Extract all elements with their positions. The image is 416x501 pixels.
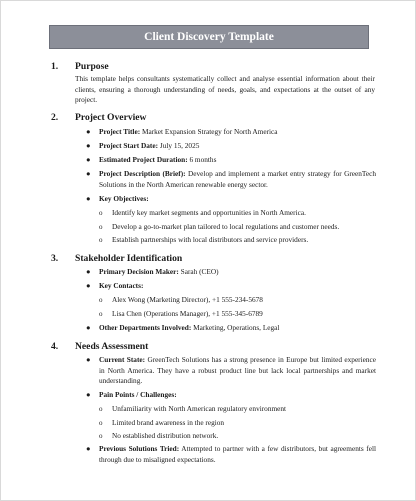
list-item: ● Previous Solutions Tried: Attempted to partner with a few distributors, but agreements fell through due to misaligned expectations. (86, 444, 377, 464)
list-item: ● Key Objectives: (86, 194, 149, 203)
list-item: ● Project Title: Market Expansion Strategy for North America (86, 127, 278, 136)
list-item: ● Estimated Project Duration: 6 months (86, 155, 217, 164)
bullet-icon: ● (86, 169, 91, 178)
sub-list-item: o Alex Wong (Marketing Director), +1 555-234-5678 (99, 295, 263, 304)
bullet-icon: ● (86, 390, 91, 399)
list-item: ● Pain Points / Challenges: (86, 390, 177, 399)
list-item: ● Primary Decision Maker: Sarah (CEO) (86, 267, 219, 276)
sub-list-item: o No established distribution network. (99, 431, 219, 440)
sub-list-item: o Identify key market segments and opportunities in North America. (99, 208, 306, 217)
sub-list-item: o Unfamiliarity with North American regulatory environment (99, 404, 287, 413)
section-heading-project-overview: 2. Project Overview (51, 112, 147, 123)
list-item: ● Other Departments Involved: Marketing, Operations, Legal (86, 323, 280, 332)
section-heading-stakeholder-identification: 3. Stakeholder Identification (51, 253, 183, 264)
circle-bullet-icon: o (99, 223, 103, 231)
sub-list-item: o Lisa Chen (Operations Manager), +1 555-345-6789 (99, 309, 263, 318)
sub-list-item: o Limited brand awareness in the region (99, 418, 225, 427)
circle-bullet-icon: o (99, 405, 103, 413)
circle-bullet-icon: o (99, 419, 103, 427)
section-heading-needs-assessment: 4. Needs Assessment (51, 341, 149, 352)
circle-bullet-icon: o (99, 432, 103, 440)
sub-list-item: o Establish partnerships with local distributors and service providers. (99, 235, 309, 244)
list-item: ● Key Contacts: (86, 281, 144, 290)
circle-bullet-icon: o (99, 236, 103, 244)
bullet-icon: ● (86, 355, 91, 364)
circle-bullet-icon: o (99, 296, 103, 304)
bullet-icon: ● (86, 444, 91, 453)
bullet-icon: ● (86, 267, 91, 276)
bullet-icon: ● (86, 155, 91, 164)
bullet-icon: ● (86, 323, 91, 332)
bullet-icon: ● (86, 281, 91, 290)
sub-list-item: o Develop a go-to-market plan tailored to local regulations and customer needs. (99, 222, 340, 231)
bullet-icon: ● (86, 141, 91, 150)
bullet-icon: ● (86, 127, 91, 136)
document-title: Client Discovery Template (49, 25, 369, 49)
purpose-paragraph: This template helps consultants systematically collect and analyse essential information about their clients, ensuring a thorough understanding of needs, goals, and expectations at the outset of any project. (75, 74, 375, 104)
list-item: ● Project Description (Brief): Develop and implement a market entry strategy for GreenTech Solutions in the North American renewable energy sector. (86, 169, 376, 189)
bullet-icon: ● (86, 194, 91, 203)
circle-bullet-icon: o (99, 209, 103, 217)
list-item: ● Project Start Date: July 15, 2025 (86, 141, 200, 150)
circle-bullet-icon: o (99, 310, 103, 318)
section-heading-purpose: 1. Purpose (51, 61, 109, 72)
list-item: ● Current State: GreenTech Solutions has a strong presence in Europe but limited experience in North America. They have a robust product line but lack local partnerships and market understanding. (86, 355, 376, 385)
